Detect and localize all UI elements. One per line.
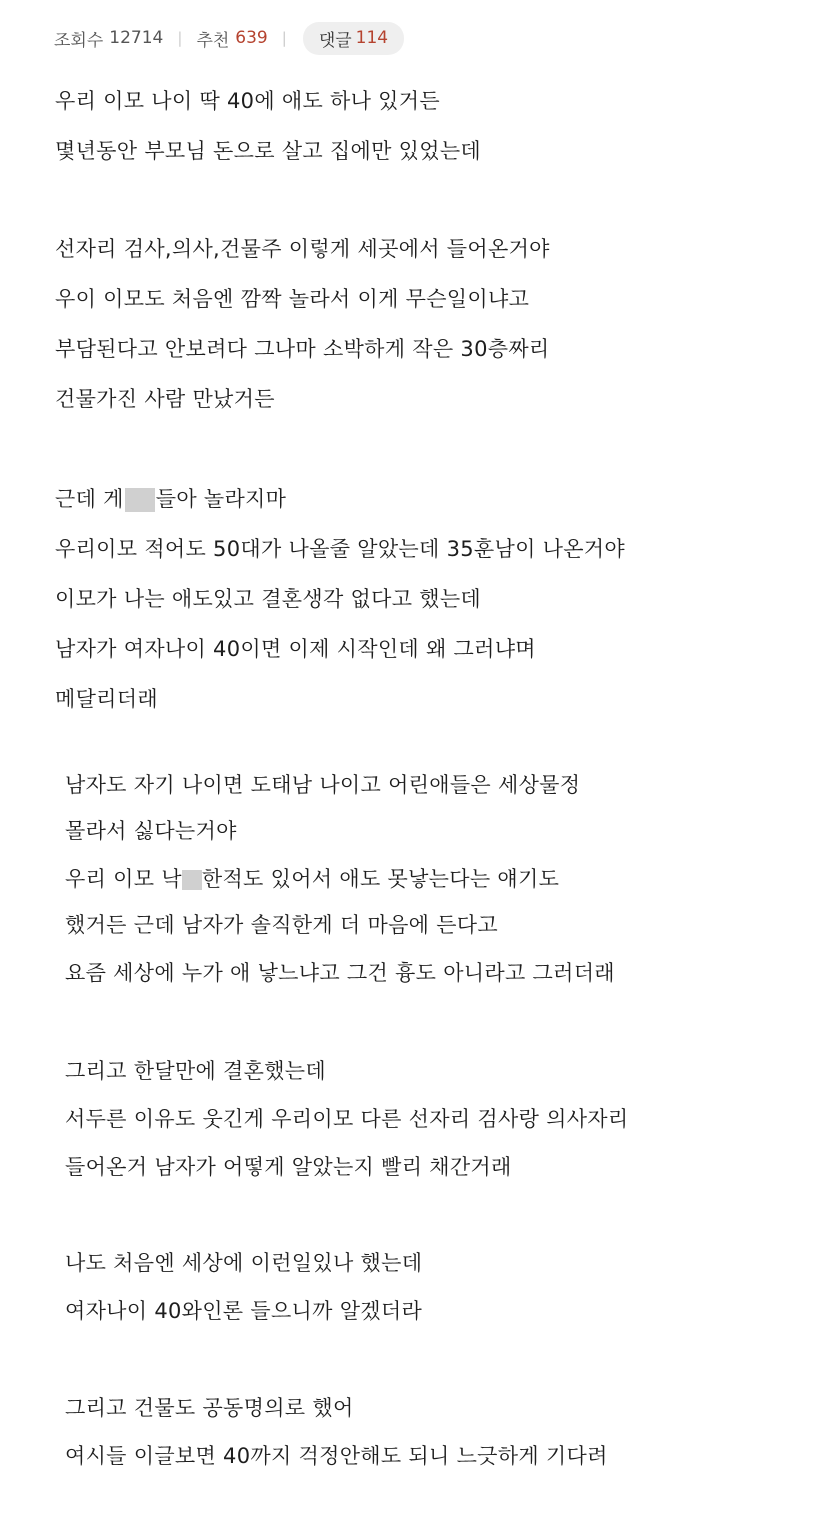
body-line: 나도 처음엔 세상에 이런일있나 했는데 — [65, 1251, 423, 1275]
views-label: 조회수 — [54, 30, 104, 51]
body-line: 그리고 건물도 공동명의로 했어 — [65, 1396, 354, 1420]
views-count: 12714 — [109, 28, 164, 48]
body-line: 우리 이모 나이 딱 40에 애도 하나 있거든 — [55, 89, 440, 113]
likes-count: 639 — [235, 28, 268, 48]
body-line: 여시들 이글보면 40까지 걱정안해도 되니 느긋하게 기다려 — [65, 1444, 608, 1468]
redaction-block — [125, 488, 155, 512]
body-line: 메달리더래 — [55, 687, 158, 711]
post-stats-bar — [54, 22, 404, 54]
body-line: 남자도 자기 나이면 도태남 나이고 어린애들은 세상물정 — [65, 773, 581, 797]
body-line-part: 우리 이모 낙 — [65, 867, 182, 891]
body-line: 했거든 근데 남자가 솔직한게 더 마음에 든다고 — [65, 913, 498, 937]
body-line-redacted — [65, 864, 559, 894]
body-line: 부담된다고 안보려다 그나마 소박하게 작은 30층짜리 — [55, 337, 550, 361]
body-line: 여자나이 40와인론 들으니까 알겠더라 — [65, 1299, 423, 1323]
stat-divider: | — [281, 29, 287, 47]
comments-button[interactable] — [303, 22, 404, 55]
body-line-part: 근데 게 — [55, 487, 124, 511]
body-line: 건물가진 사람 만났거든 — [55, 387, 275, 411]
body-line: 우이 이모도 처음엔 깜짝 놀라서 이게 무슨일이냐고 — [55, 287, 530, 311]
body-line: 선자리 검사,의사,건물주 이렇게 세곳에서 들어온거야 — [55, 237, 550, 261]
body-line: 몰라서 싫다는거야 — [65, 819, 237, 843]
redaction-block — [182, 870, 202, 890]
stat-divider: | — [177, 29, 183, 47]
comments-label: 댓글 — [318, 30, 352, 51]
body-line: 그리고 한달만에 결혼했는데 — [65, 1059, 326, 1083]
body-line: 우리이모 적어도 50대가 나올줄 알았는데 35훈남이 나온거야 — [55, 537, 625, 561]
likes-label: 추천 — [196, 30, 230, 51]
body-line-part: 한적도 있어서 애도 못낳는다는 얘기도 — [201, 867, 560, 891]
body-line: 서두른 이유도 웃긴게 우리이모 다른 선자리 검사랑 의사자리 — [65, 1107, 629, 1131]
body-line: 몇년동안 부모님 돈으로 살고 집에만 있었는데 — [55, 139, 482, 163]
body-line: 남자가 여자나이 40이면 이제 시작인데 왜 그러냐며 — [55, 637, 536, 661]
body-line: 이모가 나는 애도있고 결혼생각 없다고 했는데 — [55, 587, 482, 611]
body-line: 요즘 세상에 누가 애 낳느냐고 그건 흉도 아니라고 그러더래 — [65, 961, 615, 985]
comments-count: 114 — [355, 28, 389, 48]
body-line-redacted — [55, 484, 286, 514]
body-line-part: 들아 놀라지마 — [155, 487, 287, 511]
body-line: 들어온거 남자가 어떻게 알았는지 빨리 채간거래 — [65, 1155, 512, 1179]
